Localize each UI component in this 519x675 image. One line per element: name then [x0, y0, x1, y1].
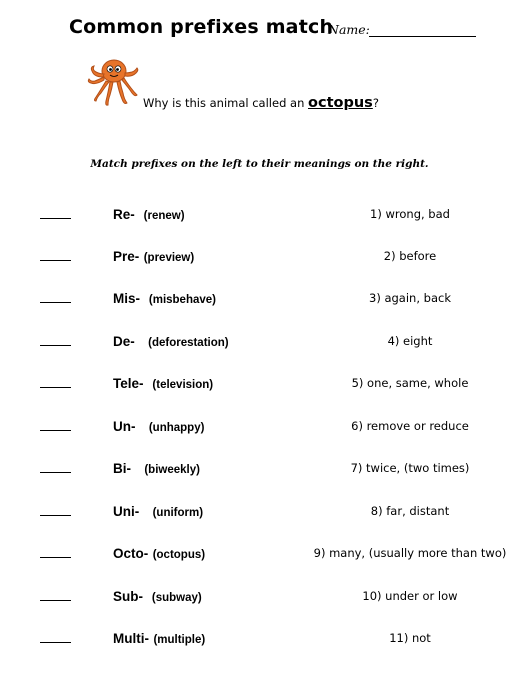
prefix-example: (renew): [143, 210, 185, 222]
prefix-example: (octopus): [152, 549, 206, 561]
answer-blank[interactable]: [40, 557, 71, 558]
prefix: Pre-: [113, 249, 140, 264]
answer-blank[interactable]: [40, 260, 71, 261]
prefix-example: (deforestation): [148, 337, 229, 349]
prefix: Un-: [113, 419, 136, 434]
prefix: Sub-: [113, 589, 143, 604]
intro-question: [143, 95, 379, 111]
prefix-example: (television): [152, 379, 214, 391]
prefix-cell: [113, 290, 216, 308]
meaning: 4) eight: [387, 334, 433, 348]
prefix-cell: [113, 375, 213, 393]
page-title: Common prefixes match: [69, 16, 334, 38]
name-blank-line: [369, 36, 476, 37]
match-row: [0, 630, 519, 650]
prefix: De-: [113, 334, 135, 349]
meaning: 5) one, same, whole: [351, 376, 469, 390]
match-row: [0, 503, 519, 523]
prefix-example: (subway): [151, 592, 202, 604]
prefix-cell: [113, 206, 185, 224]
prefix-example: (multiple): [153, 634, 206, 646]
match-row: [0, 375, 519, 395]
name-label: Name:: [328, 22, 370, 37]
prefix: Uni-: [113, 504, 140, 519]
prefix-example: (biweekly): [144, 464, 200, 476]
prefix-cell: [113, 248, 194, 266]
prefix-cell: [113, 545, 205, 563]
answer-blank[interactable]: [40, 302, 71, 303]
meaning: 1) wrong, bad: [370, 207, 450, 221]
answer-blank[interactable]: [40, 642, 71, 643]
question-text: Why is this animal called an: [143, 96, 309, 110]
prefix-cell: [113, 503, 203, 521]
meaning: 8) far, distant: [370, 504, 450, 518]
prefix-example: (uniform): [152, 507, 204, 519]
octopus-icon: [86, 55, 142, 109]
question-mark: ?: [372, 96, 379, 110]
prefix-cell: [113, 418, 204, 436]
meaning: 10) under or low: [362, 589, 458, 603]
prefix: Mis-: [113, 291, 140, 306]
instructions: Match prefixes on the left to their meanings on the right.: [90, 158, 429, 170]
meaning: 11) not: [389, 631, 431, 645]
answer-blank[interactable]: [40, 387, 71, 388]
meaning: 9) many, (usually more than two): [313, 546, 507, 560]
match-row: [0, 460, 519, 480]
prefix: Re-: [113, 207, 135, 222]
match-row: [0, 588, 519, 608]
prefix-example: (misbehave): [148, 294, 216, 306]
answer-blank[interactable]: [40, 345, 71, 346]
answer-blank[interactable]: [40, 600, 71, 601]
prefix-cell: [113, 588, 202, 606]
prefix-cell: [113, 460, 200, 478]
prefix: Octo-: [113, 546, 149, 561]
prefix-example: (preview): [143, 252, 195, 264]
answer-blank[interactable]: [40, 218, 71, 219]
match-row: [0, 206, 519, 226]
meaning: 3) again, back: [369, 291, 451, 305]
prefix: Multi-: [113, 631, 149, 646]
answer-blank[interactable]: [40, 472, 71, 473]
prefix-example: (unhappy): [148, 422, 205, 434]
meaning: 2) before: [383, 249, 437, 263]
prefix-cell: [113, 630, 205, 648]
prefix-cell: [113, 333, 229, 351]
prefix: Bi-: [113, 461, 131, 476]
prefix: Tele-: [113, 376, 144, 391]
match-row: [0, 333, 519, 353]
question-keyword: octopus: [308, 95, 373, 111]
match-row: [0, 418, 519, 438]
answer-blank[interactable]: [40, 515, 71, 516]
match-row: [0, 290, 519, 310]
meaning: 7) twice, (two times): [350, 461, 470, 475]
answer-blank[interactable]: [40, 430, 71, 431]
match-row: [0, 545, 519, 565]
meaning: 6) remove or reduce: [351, 419, 469, 433]
match-row: [0, 248, 519, 268]
